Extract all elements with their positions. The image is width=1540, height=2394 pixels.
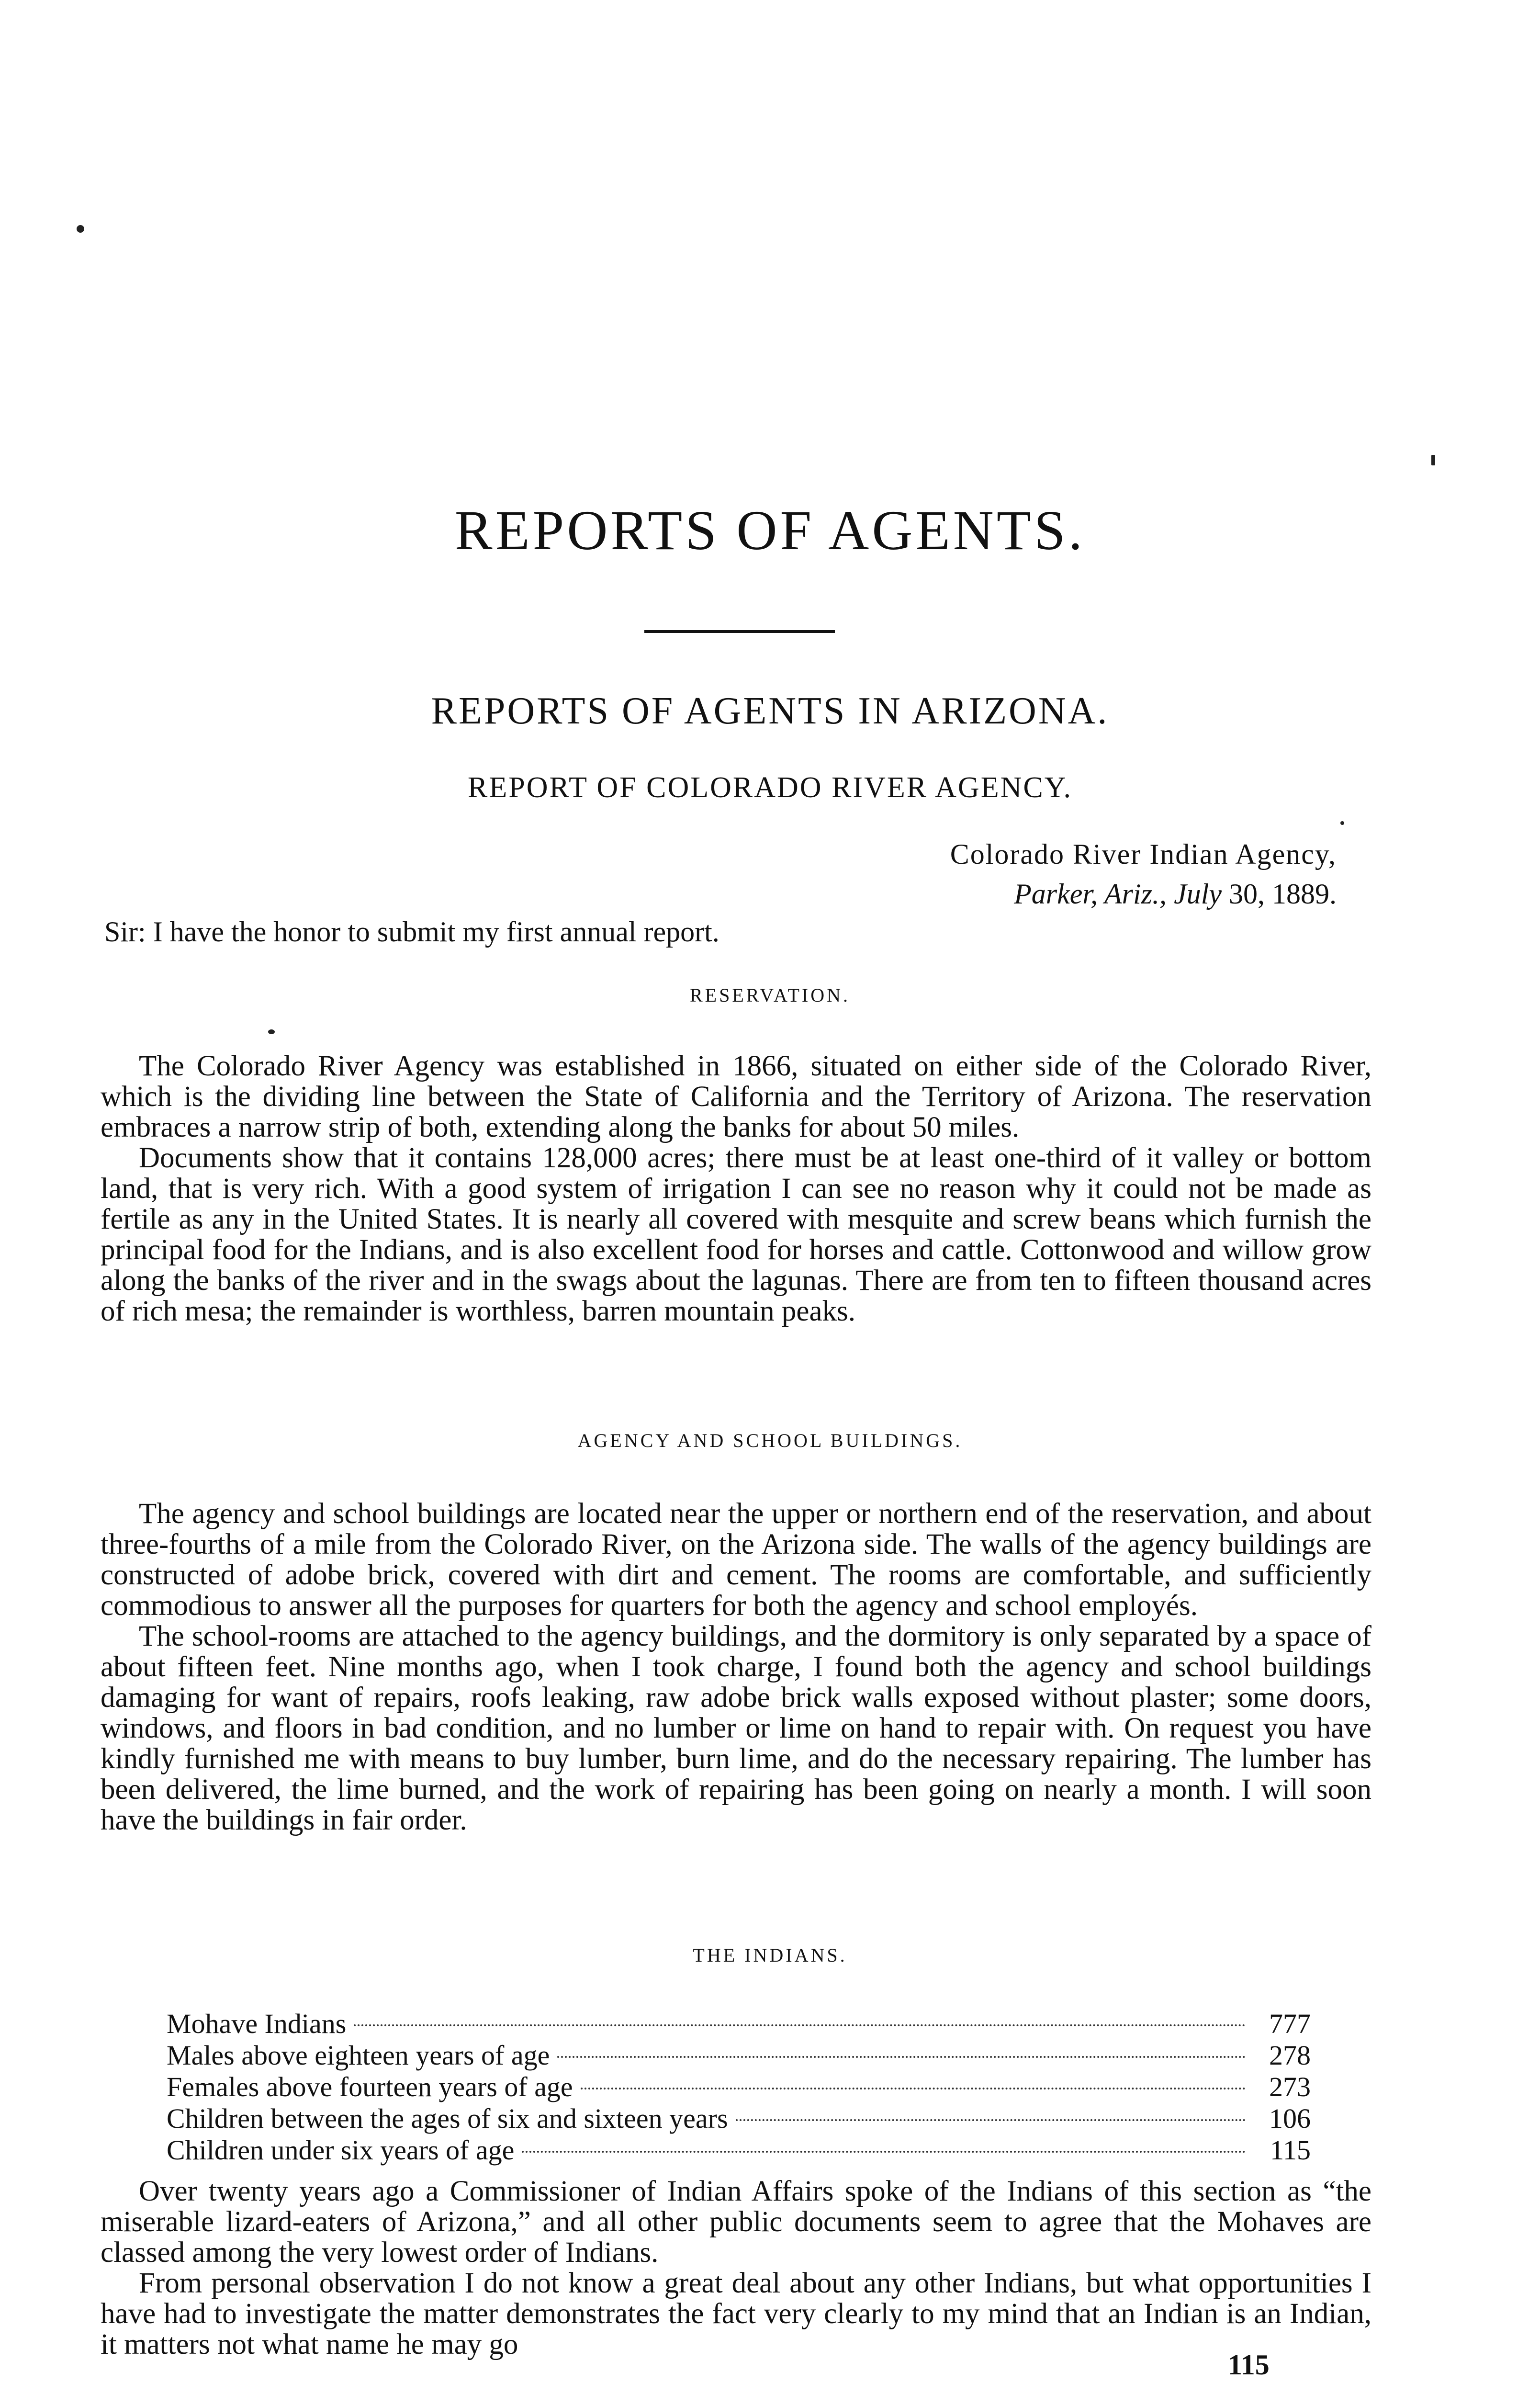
leader-dots bbox=[581, 2088, 1246, 2089]
table-row bbox=[167, 2008, 1311, 2039]
section-heading-indians: THE INDIANS. bbox=[693, 1944, 847, 1966]
dateline-month: July bbox=[1174, 878, 1222, 910]
table-row-value: 115 bbox=[1270, 2134, 1311, 2166]
paragraph: Documents show that it contains 128,000 acres; there must be at least one-third of it valley or bottom land, that is very rich. With a good system of irrigation I can see no reason why it could not be made as fertile as any in the United States. It is nearly all covered with mesquite and screw beans which furnish the principal food for the Indians, and is also excellent food for horses and cattle. Cottonwood and willow grow along the banks of the river and in the swags about the lagunas. There are from ten to fifteen thousand acres of rich mesa; the remainder is worthless, barren mountain peaks. bbox=[101, 1142, 1371, 1327]
section-body-indians bbox=[101, 2176, 1371, 2360]
table-row bbox=[167, 2102, 1311, 2134]
table-row-label: Children between the ages of six and sixteen years bbox=[167, 2103, 728, 2134]
salutation bbox=[104, 915, 719, 949]
table-row bbox=[167, 2134, 1311, 2166]
leader-dots bbox=[354, 2024, 1246, 2026]
dateline-day-year: 30, 1889. bbox=[1229, 878, 1337, 910]
table-row bbox=[167, 2071, 1311, 2102]
table-row-value: 273 bbox=[1269, 2071, 1311, 2102]
table-row-label: Mohave Indians bbox=[167, 2008, 347, 2039]
page-number: 115 bbox=[1228, 2349, 1270, 2381]
section-heading-buildings: AGENCY AND SCHOOL BUILDINGS. bbox=[577, 1430, 963, 1451]
dateline-place: Parker, Ariz., bbox=[1014, 878, 1167, 910]
leader-dots bbox=[736, 2119, 1246, 2121]
paragraph: Over twenty years ago a Commissioner of Indian Affairs spoke of the Indians of this section as “the miserable lizard-eaters of Arizona,” and all other public documents seem to agree that the Mohaves are classed among the very lowest order of Indians. bbox=[101, 2175, 1371, 2269]
dateline-place-date bbox=[1014, 878, 1337, 911]
population-table bbox=[167, 2008, 1311, 2166]
salutation-text: I have the honor to submit my first annual report. bbox=[153, 916, 719, 948]
section-heading-reservation: RESERVATION. bbox=[690, 984, 850, 1006]
leader-dots bbox=[557, 2056, 1246, 2058]
page-subtitle: REPORTS OF AGENTS IN ARIZONA. bbox=[431, 690, 1109, 732]
table-row-value: 106 bbox=[1269, 2103, 1311, 2134]
salutation-lead: Sir: bbox=[104, 916, 146, 948]
dateline-agency: Colorado River Indian Agency, bbox=[950, 838, 1337, 870]
table-row-value: 777 bbox=[1269, 2008, 1311, 2039]
table-row-label: Children under six years of age bbox=[167, 2134, 515, 2166]
page-title: REPORTS OF AGENTS. bbox=[454, 499, 1086, 562]
section-body-reservation bbox=[101, 1051, 1371, 1327]
paragraph: The Colorado River Agency was established in 1866, situated on either side of the Colorado River, which is the dividing line between the State of California and the Territory of Arizona. The reservation embraces a narrow strip of both, extending along the banks for about 50 miles. bbox=[101, 1050, 1371, 1143]
title-divider bbox=[644, 630, 835, 633]
report-title: REPORT OF COLORADO RIVER AGENCY. bbox=[468, 771, 1072, 804]
section-body-buildings bbox=[101, 1499, 1371, 1836]
paragraph: The school-rooms are attached to the agency buildings, and the dormitory is only separated by a space of about fifteen feet. Nine months ago, when I took charge, I found both the agency and school buildings damaging for want of repairs, roofs leaking, raw adobe brick walls exposed without plaster; some doors, windows, and floors in bad condition, and no lumber or lime on hand to repair with. On request you have kindly furnished me with means to buy lumber, burn lime, and do the necessary repairing. The lumber has been delivered, the lime burned, and the work of repairing has been going on nearly a month. I will soon have the buildings in fair order. bbox=[101, 1620, 1371, 1836]
leader-dots bbox=[522, 2151, 1246, 2153]
table-row-label: Males above eighteen years of age bbox=[167, 2040, 550, 2071]
paragraph: From personal observation I do not know a great deal about any other Indians, but what opportunities I have had to investigate the matter demonstrates the fact very clearly to my mind that an Indian is an Indian, it matters not what name he may go bbox=[101, 2267, 1371, 2360]
table-row-value: 278 bbox=[1269, 2040, 1311, 2071]
scan-speck bbox=[1340, 821, 1344, 825]
table-row bbox=[167, 2039, 1311, 2071]
table-row-label: Females above fourteen years of age bbox=[167, 2071, 573, 2102]
scan-speck bbox=[77, 225, 84, 233]
paragraph: The agency and school buildings are located near the upper or northern end of the reservation, and about three-fourths of a mile from the Colorado River, on the Arizona side. The walls of the agency buildings are constructed of adobe brick, covered with dirt and cement. The rooms are comfortable, and sufficiently commodious to answer all the purposes for quarters for both the agency and school employés. bbox=[101, 1498, 1371, 1622]
scan-speck bbox=[1431, 455, 1435, 465]
scan-speck bbox=[268, 1029, 275, 1034]
